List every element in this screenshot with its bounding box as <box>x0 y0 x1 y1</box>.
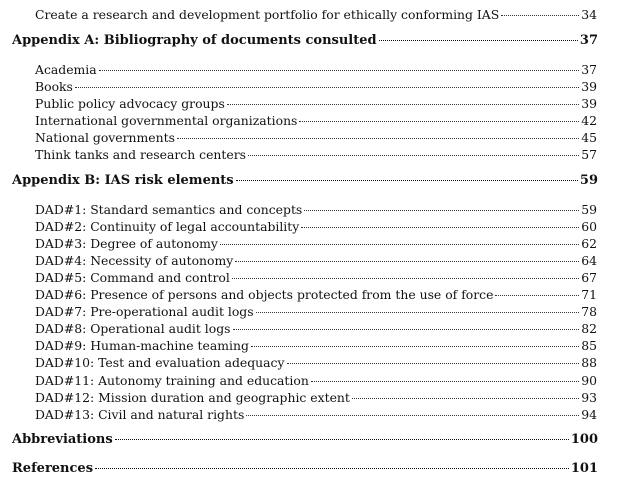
toc-entry-title: DAD#6: Presence of persons and objects protected from the use of force <box>35 287 494 302</box>
toc-heading-abbreviations[interactable] <box>12 431 598 449</box>
toc-entry-rd-portfolio[interactable] <box>35 6 597 23</box>
dot-leader <box>352 398 579 399</box>
toc-entry-title: Academia <box>35 62 97 77</box>
toc-heading-title: Appendix B: IAS risk elements <box>12 173 234 188</box>
toc-entry-dad-4[interactable] <box>35 252 597 269</box>
toc-entry-page: 37 <box>581 62 597 77</box>
toc-entry-title: Books <box>35 79 73 94</box>
toc-entry-title: DAD#2: Continuity of legal accountability <box>35 219 300 234</box>
dot-leader <box>232 278 579 279</box>
toc-entry-page: 82 <box>581 321 597 336</box>
dot-leader <box>248 155 579 156</box>
toc-entry-title: DAD#5: Command and control <box>35 270 230 285</box>
toc-entry-page: 62 <box>581 236 597 251</box>
toc-entry-title: DAD#3: Degree of autonomy <box>35 236 218 251</box>
toc-entry-international-orgs[interactable] <box>35 112 597 129</box>
dot-leader <box>227 104 579 105</box>
dot-leader <box>301 227 579 228</box>
toc-heading-appendix-b[interactable] <box>12 172 598 190</box>
toc-entry-title: Create a research and development portfolio for ethically conforming IAS <box>35 7 500 22</box>
toc-entry-page: 94 <box>581 407 597 422</box>
dot-leader <box>311 381 579 382</box>
dot-leader <box>287 363 580 364</box>
toc-entry-title: International governmental organizations <box>35 113 298 128</box>
toc-entry-dad-13[interactable] <box>35 406 597 423</box>
dot-leader <box>177 138 579 139</box>
toc-entry-dad-7[interactable] <box>35 303 597 320</box>
toc-entry-page: 57 <box>581 147 597 162</box>
toc-entry-page: 45 <box>581 130 597 145</box>
toc-entry-page: 39 <box>581 96 597 111</box>
toc-entry-page: 88 <box>581 355 597 370</box>
dot-leader <box>256 312 580 313</box>
toc-entry-page: 93 <box>581 390 597 405</box>
toc-entry-dad-6[interactable] <box>35 286 597 303</box>
dot-leader <box>233 329 580 330</box>
toc-entry-page: 71 <box>581 287 597 302</box>
toc-entry-title: DAD#7: Pre-operational audit logs <box>35 304 254 319</box>
toc-entry-public-policy[interactable] <box>35 95 597 112</box>
dot-leader <box>251 346 579 347</box>
toc-entry-page: 60 <box>581 219 597 234</box>
toc-entry-books[interactable] <box>35 78 597 95</box>
dot-leader <box>220 244 579 245</box>
toc-entry-title: Think tanks and research centers <box>35 147 246 162</box>
toc-heading-page: 101 <box>570 461 598 476</box>
toc-entry-national-governments[interactable] <box>35 129 597 146</box>
toc-entry-title: DAD#10: Test and evaluation adequacy <box>35 355 285 370</box>
toc-entry-title: DAD#11: Autonomy training and education <box>35 373 309 388</box>
toc-heading-title: References <box>12 461 94 476</box>
dot-leader <box>501 15 579 16</box>
dot-leader <box>379 40 578 41</box>
dot-leader <box>115 439 569 440</box>
toc-heading-page: 100 <box>570 432 598 447</box>
toc-entry-title: DAD#8: Operational audit logs <box>35 321 231 336</box>
dot-leader <box>75 87 579 88</box>
dot-leader <box>495 295 579 296</box>
toc-entry-think-tanks[interactable] <box>35 146 597 163</box>
toc-entry-dad-2[interactable] <box>35 218 597 235</box>
dot-leader <box>304 210 579 211</box>
toc-entry-page: 59 <box>581 202 597 217</box>
toc-entry-page: 39 <box>581 79 597 94</box>
toc-entry-dad-9[interactable] <box>35 337 597 354</box>
toc-entry-dad-10[interactable] <box>35 354 597 371</box>
toc-entry-page: 85 <box>581 338 597 353</box>
dot-leader <box>299 121 579 122</box>
toc-heading-page: 37 <box>579 33 598 48</box>
dot-leader <box>235 261 579 262</box>
toc-heading-page: 59 <box>579 173 598 188</box>
toc-heading-references[interactable] <box>12 460 598 478</box>
toc-entry-dad-5[interactable] <box>35 269 597 286</box>
toc-entry-academia[interactable] <box>35 61 597 78</box>
toc-entry-dad-3[interactable] <box>35 235 597 252</box>
toc-entry-title: National governments <box>35 130 175 145</box>
toc-entry-title: DAD#4: Necessity of autonomy <box>35 253 234 268</box>
toc-entry-dad-1[interactable] <box>35 201 597 218</box>
toc-entry-page: 78 <box>581 304 597 319</box>
toc-entry-page: 64 <box>581 253 597 268</box>
dot-leader <box>95 468 569 469</box>
toc-entry-title: Public policy advocacy groups <box>35 96 225 111</box>
toc-entry-page: 42 <box>581 113 597 128</box>
toc-entry-page: 34 <box>581 7 597 22</box>
toc-entry-title: DAD#12: Mission duration and geographic extent <box>35 390 350 405</box>
dot-leader <box>99 70 580 71</box>
dot-leader <box>236 180 578 181</box>
toc-heading-title: Appendix A: Bibliography of documents consulted <box>12 33 377 48</box>
toc-heading-appendix-a[interactable] <box>12 32 598 50</box>
toc-entry-dad-8[interactable] <box>35 320 597 337</box>
toc-entry-dad-12[interactable] <box>35 389 597 406</box>
toc-entry-title: DAD#9: Human-machine teaming <box>35 338 249 353</box>
toc-entry-page: 67 <box>581 270 597 285</box>
dot-leader <box>246 415 579 416</box>
toc-entry-page: 90 <box>581 373 597 388</box>
toc-entry-dad-11[interactable] <box>35 372 597 389</box>
toc-entry-title: DAD#1: Standard semantics and concepts <box>35 202 303 217</box>
toc-entry-title: DAD#13: Civil and natural rights <box>35 407 245 422</box>
toc-heading-title: Abbreviations <box>12 432 113 447</box>
